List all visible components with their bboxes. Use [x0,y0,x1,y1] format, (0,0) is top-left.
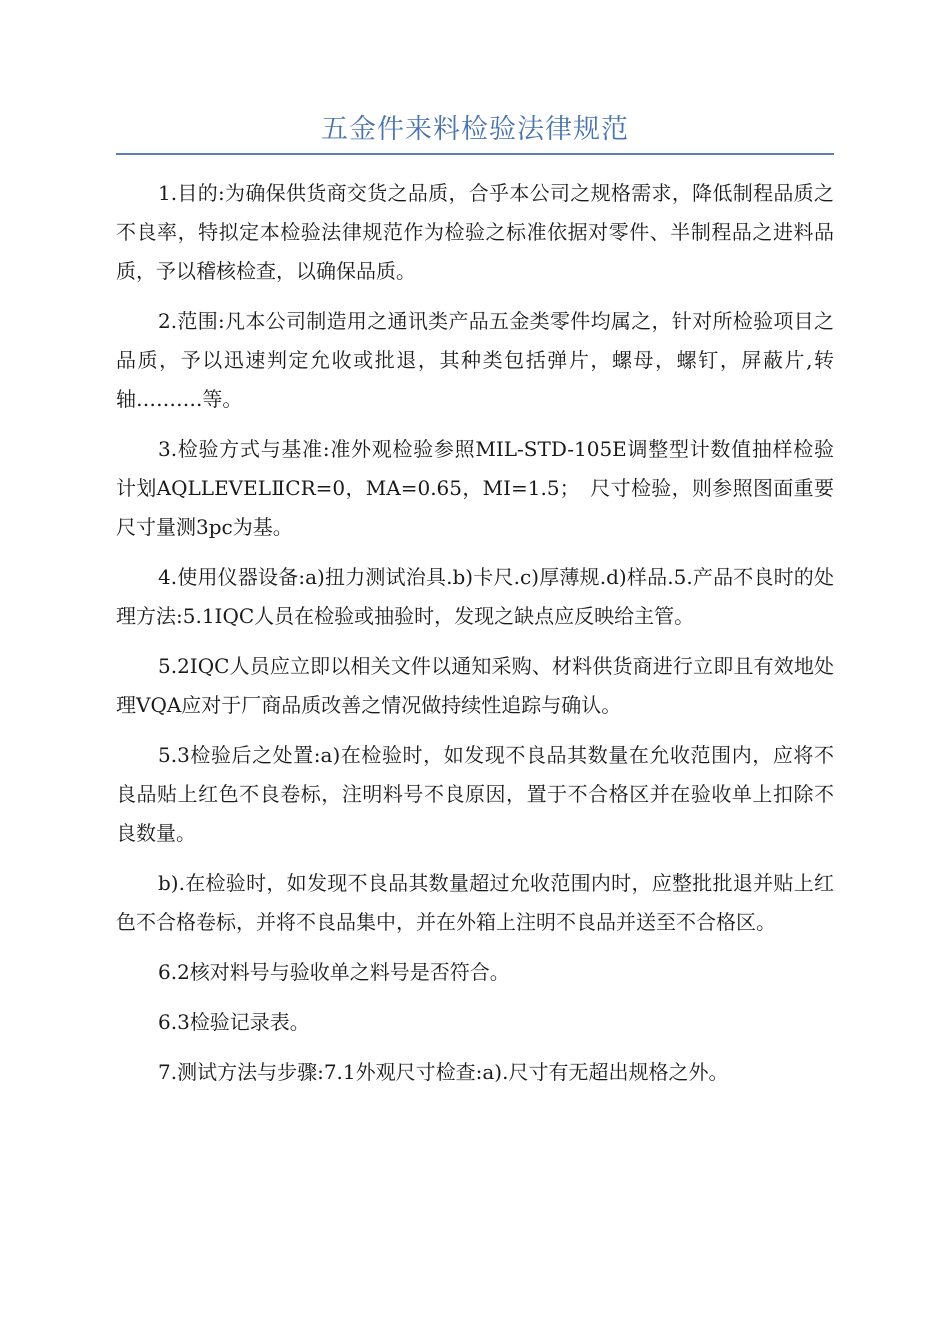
paragraph-inspection-record: 6.3检验记录表。 [158,1010,310,1034]
paragraph-scope: 2.范围:凡本公司制造用之通讯类产品五金类零件均属之，针对所检验项目之品质，予以迅速判定允收或批退，其种类包括弹片，螺母，螺钉，屏蔽片,转轴……….等。 [116,309,834,411]
paragraph-part-number-check: 6.2核对料号与验收单之料号是否符合。 [158,960,510,984]
paragraph-inspection-method: 3.检验方式与基准:准外观检验参照MIL-STD-105E调整型计数值抽样检验计划AQLLEVELⅡCR=0，MA=0.65，MI=1.5； 尺寸检验，则参照图面重要尺寸量测3pc为基。 [116,437,834,539]
document-body [116,174,834,1103]
paragraph-post-inspection-a: 5.3检验后之处置:a)在检验时，如发现不良品其数量在允收范围内，应将不良品贴上红色不良卷标，注明料号不良原因，置于不合格区并在验收单上扣除不良数量。 [116,743,834,845]
paragraph-purpose: 1.目的:为确保供货商交货之品质，合乎本公司之规格需求，降低制程品质之不良率，特拟定本检验法律规范作为检验之标准依据对零件、半制程品之进料品质，予以稽核检查，以确保品质。 [116,181,834,283]
paragraph-post-inspection-b: b).在检验时，如发现不良品其数量超过允收范围内时，应整批批退并贴上红色不合格卷标，并将不良品集中，并在外箱上注明不良品并送至不合格区。 [116,871,834,934]
title-underline [116,153,834,155]
paragraph-iqc-handling: 5.2IQC人员应立即以相关文件以通知采购、材料供货商进行立即且有效地处理VQA应对于厂商品质改善之情况做持续性追踪与确认。 [116,654,834,717]
paragraph-equipment: 4.使用仪器设备:a)扭力测试治具.b)卡尺.c)厚薄规.d)样品.5.产品不良时的处理方法:5.1IQC人员在检验或抽验时，发现之缺点应反映给主管。 [116,565,834,628]
paragraph-test-method: 7.测试方法与步骤:7.1外观尺寸检查:a).尺寸有无超出规格之外。 [158,1060,729,1084]
document-title: 五金件来料检验法律规范 [321,114,629,145]
